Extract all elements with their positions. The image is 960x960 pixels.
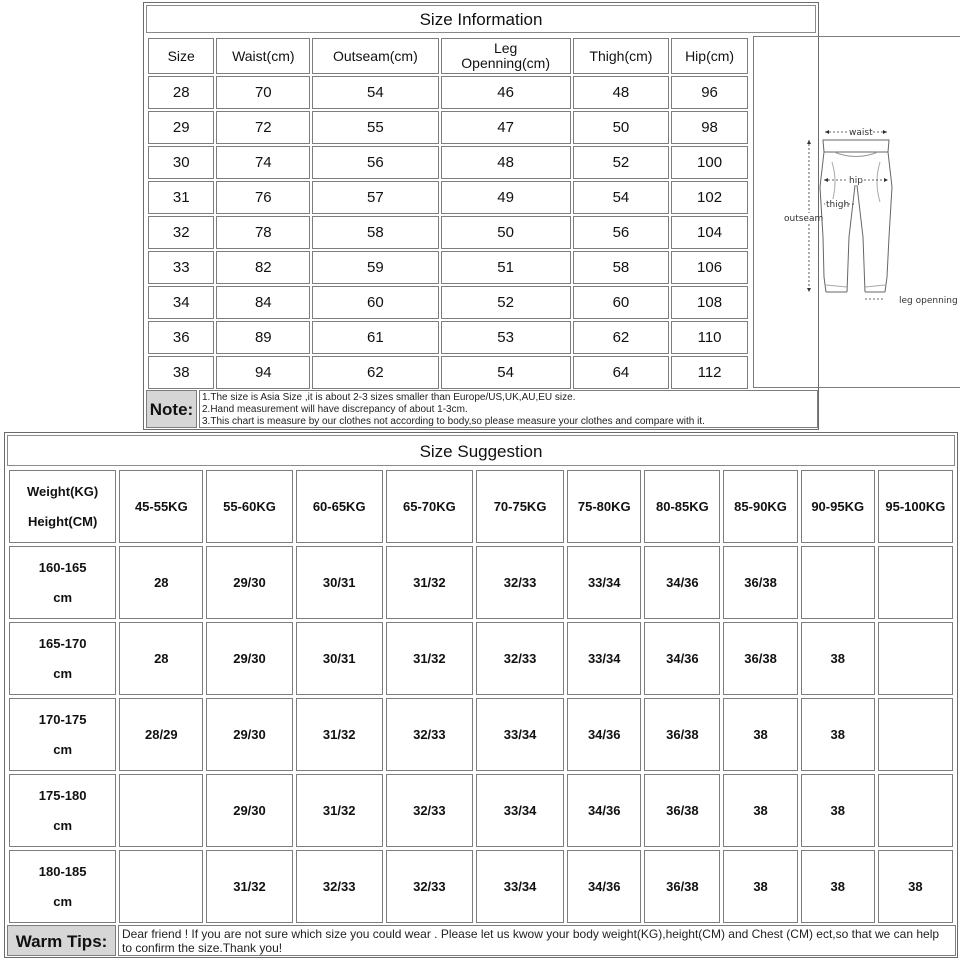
size-suggestion-header-row <box>9 470 953 543</box>
diagram-label-thigh: thigh <box>826 200 850 210</box>
size-info-cell: 56 <box>312 146 438 179</box>
suggested-size-cell: 34/36 <box>567 774 641 847</box>
suggested-size-cell: 33/34 <box>476 850 564 923</box>
suggested-size-cell: 38 <box>801 698 875 771</box>
suggested-size-cell: 36/38 <box>644 850 720 923</box>
suggested-size-cell: 31/32 <box>296 698 383 771</box>
size-info-cell: 64 <box>573 356 669 389</box>
size-info-cell: 62 <box>312 356 438 389</box>
suggested-size-cell: 38 <box>723 774 797 847</box>
suggested-size-cell: 33/34 <box>567 622 641 695</box>
suggested-size-cell: 29/30 <box>206 698 292 771</box>
suggested-size-cell: 32/33 <box>296 850 383 923</box>
size-info-header-cell: Hip(cm) <box>671 38 748 74</box>
size-info-cell: 108 <box>671 286 748 319</box>
suggested-size-cell <box>878 698 953 771</box>
size-suggestion-table <box>6 467 956 926</box>
height-header-cell <box>9 774 116 847</box>
weight-header-cell: 65-70KG <box>386 470 473 543</box>
size-info-cell: 31 <box>148 181 214 214</box>
height-unit: cm <box>53 893 73 909</box>
weight-header-cell: 60-65KG <box>296 470 383 543</box>
suggested-size-cell: 34/36 <box>567 698 641 771</box>
size-info-cell: 54 <box>573 181 669 214</box>
note-text-box <box>199 390 818 428</box>
suggested-size-cell: 33/34 <box>567 546 641 619</box>
suggested-size-cell: 34/36 <box>644 546 720 619</box>
size-info-cell: 48 <box>573 76 669 109</box>
suggested-size-cell: 34/36 <box>644 622 720 695</box>
size-information-table <box>146 36 750 391</box>
height-header-cell <box>9 622 116 695</box>
size-suggestion-row <box>9 546 953 619</box>
size-info-cell: 74 <box>216 146 310 179</box>
suggested-size-cell: 29/30 <box>206 546 292 619</box>
size-info-cell: 60 <box>312 286 438 319</box>
diagram-label-leg-opening: leg openning <box>899 296 958 306</box>
pants-diagram-icon <box>754 37 960 387</box>
size-suggestion-row <box>9 622 953 695</box>
suggested-size-cell: 33/34 <box>476 774 564 847</box>
size-suggestion-row <box>9 774 953 847</box>
suggested-size-cell <box>801 546 875 619</box>
note-line-3: 3.This chart is measure by our clothes not according to body,so please measure your clothes and compare with it. <box>202 416 705 427</box>
size-info-cell: 70 <box>216 76 310 109</box>
weight-height-corner-cell <box>9 470 116 543</box>
size-info-row <box>148 146 748 179</box>
size-info-cell: 52 <box>441 286 571 319</box>
suggested-size-cell: 38 <box>878 850 953 923</box>
size-info-cell: 98 <box>671 111 748 144</box>
size-info-header-cell: Thigh(cm) <box>573 38 669 74</box>
size-info-header-cell: Outseam(cm) <box>312 38 438 74</box>
size-info-row <box>148 251 748 284</box>
suggested-size-cell: 28 <box>119 546 203 619</box>
height-range: 165-170 <box>38 635 87 651</box>
size-info-cell: 47 <box>441 111 571 144</box>
height-range: 170-175 <box>38 711 87 727</box>
size-info-cell: 104 <box>671 216 748 249</box>
suggested-size-cell: 32/33 <box>386 698 473 771</box>
size-info-cell: 59 <box>312 251 438 284</box>
size-info-cell: 54 <box>441 356 571 389</box>
diagram-label-waist: waist <box>849 128 873 138</box>
size-info-cell: 82 <box>216 251 310 284</box>
suggested-size-cell: 28 <box>119 622 203 695</box>
size-info-cell: 60 <box>573 286 669 319</box>
weight-header-cell: 95-100KG <box>878 470 953 543</box>
size-info-cell: 49 <box>441 181 571 214</box>
size-info-cell: 55 <box>312 111 438 144</box>
height-unit: cm <box>53 665 73 681</box>
suggested-size-cell: 30/31 <box>296 622 383 695</box>
suggested-size-cell <box>878 774 953 847</box>
size-info-cell: 84 <box>216 286 310 319</box>
suggested-size-cell: 32/33 <box>476 546 564 619</box>
size-info-row <box>148 321 748 354</box>
size-info-cell: 89 <box>216 321 310 354</box>
size-info-cell: 36 <box>148 321 214 354</box>
size-info-cell: 51 <box>441 251 571 284</box>
height-unit: cm <box>53 589 73 605</box>
size-info-cell: 78 <box>216 216 310 249</box>
size-info-cell: 48 <box>441 146 571 179</box>
size-info-cell: 110 <box>671 321 748 354</box>
size-info-cell: 53 <box>441 321 571 354</box>
suggested-size-cell <box>878 546 953 619</box>
suggested-size-cell: 31/32 <box>296 774 383 847</box>
suggested-size-cell: 31/32 <box>386 546 473 619</box>
suggested-size-cell: 29/30 <box>206 622 292 695</box>
diagram-label-outseam: outseam <box>784 214 824 224</box>
size-info-header-cell: Waist(cm) <box>216 38 310 74</box>
size-info-cell: 50 <box>573 111 669 144</box>
pants-measurement-diagram <box>753 36 960 388</box>
size-info-cell: 96 <box>671 76 748 109</box>
size-info-row <box>148 216 748 249</box>
size-info-cell: 52 <box>573 146 669 179</box>
size-information-title: Size Information <box>146 5 816 33</box>
suggested-size-cell: 36/38 <box>644 774 720 847</box>
size-info-cell: 34 <box>148 286 214 319</box>
suggested-size-cell: 30/31 <box>296 546 383 619</box>
size-info-row <box>148 356 748 389</box>
weight-header-cell: 85-90KG <box>723 470 797 543</box>
size-info-row <box>148 181 748 214</box>
size-suggestion-panel <box>4 432 958 958</box>
suggested-size-cell: 31/32 <box>386 622 473 695</box>
diagram-label-hip: hip <box>849 176 863 186</box>
weight-header-cell: 55-60KG <box>206 470 292 543</box>
suggested-size-cell: 32/33 <box>386 774 473 847</box>
note-label: Note: <box>146 390 197 428</box>
size-info-cell: 58 <box>312 216 438 249</box>
warm-tips-text: Dear friend ! If you are not sure which size you could wear . Please let us kwow your body weight(KG),height(CM) and Chest (CM) ect,so that we can help to confirm the size.Thank you! <box>118 925 956 956</box>
suggested-size-cell <box>119 850 203 923</box>
note-line-2: 2.Hand measurement will have discrepancy of about 1-3cm. <box>202 404 468 415</box>
size-info-header-row <box>148 38 748 74</box>
suggested-size-cell: 33/34 <box>476 698 564 771</box>
corner-height-label: Height(CM) <box>27 513 98 529</box>
suggested-size-cell: 38 <box>723 850 797 923</box>
note-line-1: 1.The size is Asia Size ,it is about 2-3 sizes smaller than Europe/US,UK,AU,EU size. <box>202 392 576 403</box>
weight-header-cell: 45-55KG <box>119 470 203 543</box>
suggested-size-cell <box>878 622 953 695</box>
size-suggestion-title: Size Suggestion <box>7 435 955 466</box>
size-information-panel <box>143 2 958 430</box>
weight-header-cell: 80-85KG <box>644 470 720 543</box>
height-header-cell <box>9 546 116 619</box>
weight-header-cell: 70-75KG <box>476 470 564 543</box>
size-info-cell: 54 <box>312 76 438 109</box>
suggested-size-cell: 36/38 <box>723 622 797 695</box>
suggested-size-cell: 38 <box>801 774 875 847</box>
size-info-cell: 28 <box>148 76 214 109</box>
suggested-size-cell: 32/33 <box>386 850 473 923</box>
height-unit: cm <box>53 817 73 833</box>
height-range: 180-185 <box>38 863 87 879</box>
height-unit: cm <box>53 741 73 757</box>
size-info-cell: 100 <box>671 146 748 179</box>
size-info-header-cell: Size <box>148 38 214 74</box>
warm-tips-label: Warm Tips: <box>7 925 116 956</box>
size-info-cell: 56 <box>573 216 669 249</box>
size-info-cell: 58 <box>573 251 669 284</box>
weight-header-cell: 75-80KG <box>567 470 641 543</box>
size-info-cell: 112 <box>671 356 748 389</box>
size-info-row <box>148 76 748 109</box>
size-info-cell: 61 <box>312 321 438 354</box>
size-info-cell: 33 <box>148 251 214 284</box>
corner-weight-label: Weight(KG) <box>26 483 99 499</box>
size-suggestion-row <box>9 698 953 771</box>
suggested-size-cell: 29/30 <box>206 774 292 847</box>
suggested-size-cell: 31/32 <box>206 850 292 923</box>
height-header-cell <box>9 850 116 923</box>
size-info-row <box>148 111 748 144</box>
suggested-size-cell <box>119 774 203 847</box>
size-info-cell: 76 <box>216 181 310 214</box>
size-info-row <box>148 286 748 319</box>
size-info-cell: 30 <box>148 146 214 179</box>
suggested-size-cell: 32/33 <box>476 622 564 695</box>
size-info-cell: 29 <box>148 111 214 144</box>
suggested-size-cell: 38 <box>801 622 875 695</box>
suggested-size-cell: 28/29 <box>119 698 203 771</box>
suggested-size-cell: 36/38 <box>644 698 720 771</box>
size-info-cell: 50 <box>441 216 571 249</box>
size-info-cell: 46 <box>441 76 571 109</box>
size-info-cell: 72 <box>216 111 310 144</box>
size-info-header-cell: Leg Openning(cm) <box>441 38 571 74</box>
height-range: 175-180 <box>38 787 87 803</box>
size-info-cell: 94 <box>216 356 310 389</box>
size-info-cell: 32 <box>148 216 214 249</box>
size-info-cell: 57 <box>312 181 438 214</box>
size-info-cell: 102 <box>671 181 748 214</box>
height-header-cell <box>9 698 116 771</box>
suggested-size-cell: 36/38 <box>723 546 797 619</box>
size-info-cell: 62 <box>573 321 669 354</box>
suggested-size-cell: 34/36 <box>567 850 641 923</box>
size-info-cell: 38 <box>148 356 214 389</box>
height-range: 160-165 <box>38 559 87 575</box>
weight-header-cell: 90-95KG <box>801 470 875 543</box>
suggested-size-cell: 38 <box>801 850 875 923</box>
size-suggestion-row <box>9 850 953 923</box>
size-info-cell: 106 <box>671 251 748 284</box>
suggested-size-cell: 38 <box>723 698 797 771</box>
